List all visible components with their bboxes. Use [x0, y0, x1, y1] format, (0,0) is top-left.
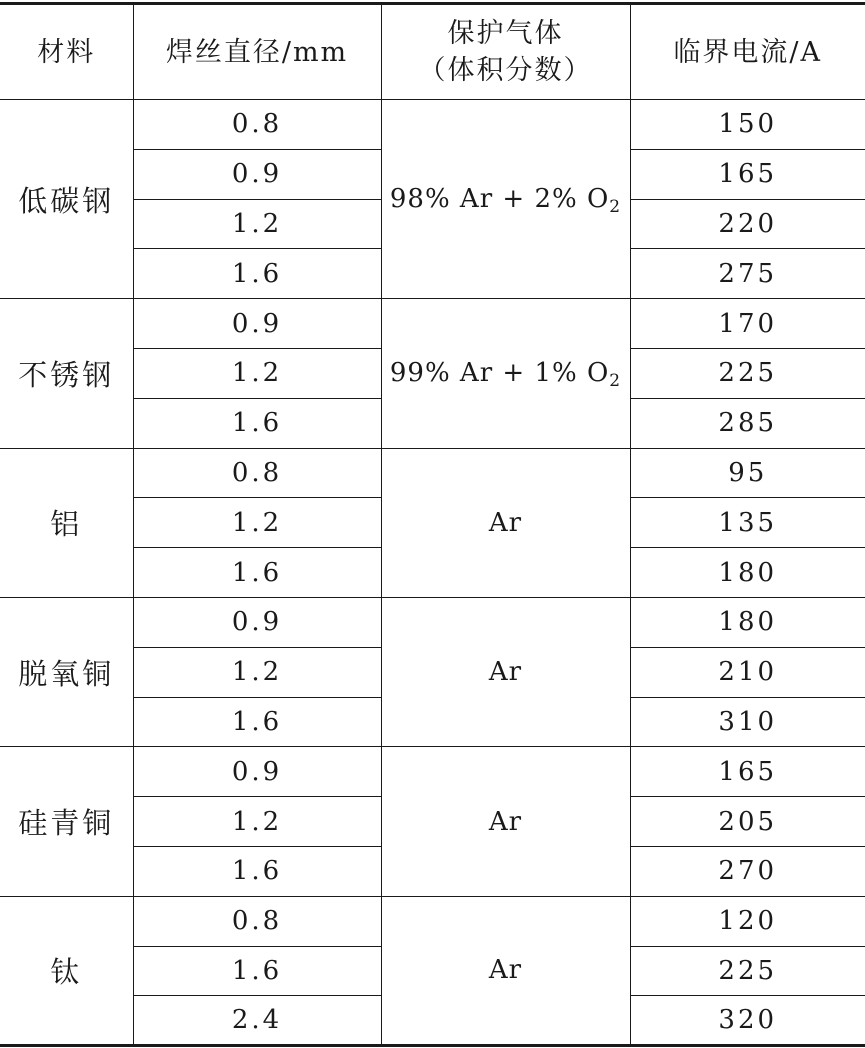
shielding-gas-cell	[381, 896, 630, 1045]
current-cell: 225	[630, 946, 865, 996]
diameter-cell: 0.8	[133, 896, 381, 946]
diameter-cell: 0.9	[133, 149, 381, 199]
table-row	[0, 597, 865, 647]
material-cell: 钛	[0, 896, 133, 1045]
critical-current-table	[0, 2, 865, 1047]
header-gas-line1: 保护气体	[447, 18, 564, 49]
diameter-cell: 1.2	[133, 797, 381, 847]
current-cell: 95	[630, 448, 865, 498]
current-cell: 320	[630, 996, 865, 1046]
header-material: 材料	[0, 4, 133, 100]
gas-formula: Ar	[488, 657, 523, 688]
current-cell: 205	[630, 797, 865, 847]
current-cell: 180	[630, 597, 865, 647]
table-body	[0, 100, 865, 1046]
gas-formula: Ar	[488, 507, 523, 538]
diameter-cell: 1.2	[133, 348, 381, 398]
current-cell: 135	[630, 498, 865, 548]
gas-formula: 99% Ar + 1% O	[389, 358, 610, 389]
gas-formula: Ar	[488, 955, 523, 986]
header-shielding-gas	[381, 4, 630, 100]
current-cell: 170	[630, 299, 865, 349]
header-gas-line2: （体积分数）	[418, 55, 593, 86]
header-current: 临界电流/A	[630, 4, 865, 100]
table-row	[0, 299, 865, 349]
current-cell: 220	[630, 199, 865, 249]
gas-subscript: 2	[609, 197, 622, 218]
current-cell: 210	[630, 647, 865, 697]
shielding-gas-cell	[381, 747, 630, 896]
material-cell: 硅青铜	[0, 747, 133, 896]
shielding-gas-cell	[381, 448, 630, 597]
shielding-gas-cell	[381, 100, 630, 299]
table-row	[0, 896, 865, 946]
diameter-cell: 1.6	[133, 398, 381, 448]
material-cell: 脱氧铜	[0, 597, 133, 746]
shielding-gas-cell	[381, 299, 630, 448]
diameter-cell: 0.8	[133, 448, 381, 498]
header-row	[0, 4, 865, 100]
diameter-cell: 1.6	[133, 249, 381, 299]
current-cell: 225	[630, 348, 865, 398]
current-cell: 270	[630, 846, 865, 896]
current-cell: 310	[630, 697, 865, 747]
diameter-cell: 1.6	[133, 548, 381, 598]
current-cell: 165	[630, 149, 865, 199]
gas-subscript: 2	[609, 371, 622, 392]
header-diameter: 焊丝直径/mm	[133, 4, 381, 100]
current-cell: 180	[630, 548, 865, 598]
diameter-cell: 1.6	[133, 697, 381, 747]
current-cell: 120	[630, 896, 865, 946]
diameter-cell: 1.2	[133, 647, 381, 697]
current-cell: 150	[630, 100, 865, 150]
shielding-gas-cell	[381, 597, 630, 746]
material-cell: 不锈钢	[0, 299, 133, 448]
diameter-cell: 2.4	[133, 996, 381, 1046]
current-cell: 275	[630, 249, 865, 299]
gas-formula: Ar	[488, 806, 523, 837]
table-row	[0, 448, 865, 498]
table-row	[0, 100, 865, 150]
current-cell: 285	[630, 398, 865, 448]
diameter-cell: 0.9	[133, 597, 381, 647]
diameter-cell: 0.9	[133, 299, 381, 349]
current-cell: 165	[630, 747, 865, 797]
gas-formula: 98% Ar + 2% O	[389, 184, 610, 215]
diameter-cell: 1.2	[133, 498, 381, 548]
diameter-cell: 1.6	[133, 946, 381, 996]
material-cell: 低碳钢	[0, 100, 133, 299]
diameter-cell: 0.8	[133, 100, 381, 150]
diameter-cell: 0.9	[133, 747, 381, 797]
material-cell: 铝	[0, 448, 133, 597]
table-row	[0, 747, 865, 797]
diameter-cell: 1.2	[133, 199, 381, 249]
diameter-cell: 1.6	[133, 846, 381, 896]
